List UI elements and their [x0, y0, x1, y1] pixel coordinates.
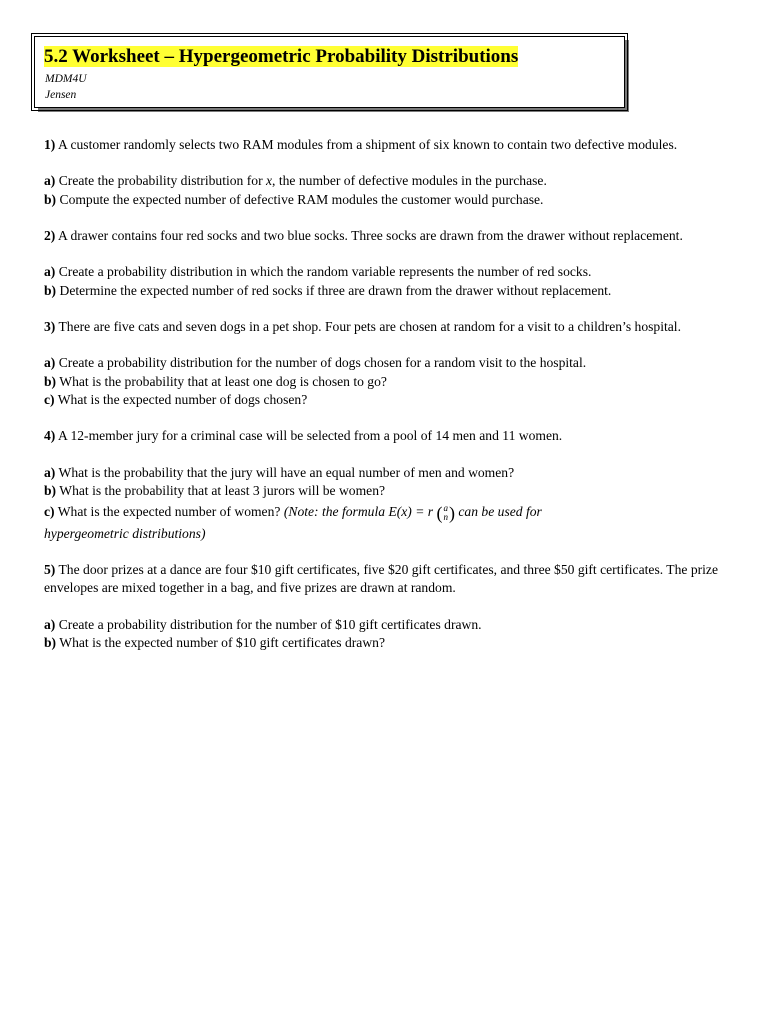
part-label: a) — [44, 355, 56, 371]
question-stem — [44, 427, 734, 445]
question-number: 1) — [44, 137, 56, 152]
question-text: There are five cats and seven dogs in a pet shop. Four pets are chosen at random for a visit to a children’s hospital. — [58, 318, 681, 334]
part-text: Compute the expected number of defective RAM modules the customer would purchase. — [59, 191, 544, 207]
part-label: a) — [44, 616, 56, 632]
part-label: a) — [44, 464, 56, 480]
question-stem — [44, 136, 734, 154]
question-text: A 12-member jury for a criminal case will be selected from a pool of 14 men and 11 women. — [57, 428, 563, 444]
variable-x: x — [266, 173, 273, 189]
part-text: What is the probability that at least 3 jurors will be women? — [59, 482, 386, 498]
course-code: MDM4U — [45, 73, 87, 85]
question-part — [44, 373, 734, 391]
worksheet-title — [44, 45, 518, 69]
author-name: Jensen — [45, 89, 77, 101]
questions-list — [44, 136, 734, 652]
question-part — [44, 464, 734, 482]
question-part — [44, 500, 734, 525]
part-text: What is the expected number of women? — [57, 503, 281, 519]
fraction-denominator: n — [443, 511, 448, 522]
question-5 — [44, 561, 734, 652]
question-stem — [44, 561, 734, 597]
left-paren: ( — [436, 502, 443, 523]
part-label: b) — [44, 635, 57, 651]
part-text: Determine the expected number of red socks if three are drawn from the drawer without replacement. — [59, 282, 612, 298]
question-part — [44, 354, 734, 372]
fraction-numerator: a — [443, 502, 448, 513]
part-label: c) — [44, 391, 55, 407]
question-number: 2) — [44, 227, 56, 243]
fraction — [444, 504, 449, 522]
part-label: b) — [44, 282, 57, 298]
question-4 — [44, 427, 734, 543]
part-text: What is the expected number of dogs chosen? — [57, 391, 308, 407]
part-text: What is the probability that the jury will have an equal number of men and women? — [58, 464, 515, 480]
question-text: A customer randomly selects two RAM modules from a shipment of six known to contain two defective modules. — [57, 137, 678, 152]
formula-note-line2: hypergeometric distributions) — [44, 525, 206, 541]
header-box — [34, 36, 625, 108]
note-text: (Note: the formula — [283, 503, 389, 519]
part-label: b) — [44, 482, 57, 498]
question-part — [44, 391, 734, 409]
question-3 — [44, 318, 734, 409]
question-part — [44, 282, 734, 300]
question-part — [44, 482, 734, 500]
question-number: 3) — [44, 318, 56, 334]
note-text-continued: can be used for — [455, 503, 542, 519]
part-text: Create a probability distribution in which the random variable represents the number of red socks. — [58, 264, 592, 280]
question-stem — [44, 227, 734, 245]
question-2 — [44, 227, 734, 300]
question-number: 4) — [44, 428, 56, 444]
part-label: b) — [44, 191, 57, 207]
part-text: What is the probability that at least one dog is chosen to go? — [59, 373, 387, 389]
formula-note — [283, 502, 542, 523]
question-part — [44, 172, 734, 190]
part-label: a) — [44, 173, 56, 189]
question-text: The door prizes at a dance are four $10 gift certificates, five $20 gift certificates, and three $50 gift certificates. The prize envelopes are mixed together in a bag, and five prizes are drawn at random. — [44, 562, 718, 596]
part-text: Create the probability distribution for — [58, 173, 266, 189]
part-text: Create a probability distribution for the number of $10 gift certificates drawn. — [58, 616, 482, 632]
question-number: 5) — [44, 562, 56, 578]
part-label: b) — [44, 373, 57, 389]
question-part — [44, 191, 734, 209]
question-1 — [44, 136, 734, 209]
part-label: a) — [44, 264, 56, 280]
question-stem — [44, 318, 734, 336]
right-paren: ) — [449, 502, 455, 523]
question-part — [44, 634, 734, 652]
question-text: A drawer contains four red socks and two blue socks. Three socks are drawn from the drawer without replacement. — [57, 227, 683, 243]
question-part — [44, 616, 734, 634]
title-highlight: 5.2 Worksheet – Hypergeometric Probability Distributions — [44, 46, 519, 67]
part-text-continued: , the number of defective modules in the purchase. — [272, 173, 547, 189]
question-part — [44, 263, 734, 281]
part-text: Create a probability distribution for the number of dogs chosen for a random visit to the hospital. — [58, 355, 587, 371]
part-text: What is the expected number of $10 gift certificates drawn? — [59, 635, 385, 651]
part-label: c) — [44, 503, 55, 519]
formula-lhs: E(x) = r — [388, 503, 434, 519]
